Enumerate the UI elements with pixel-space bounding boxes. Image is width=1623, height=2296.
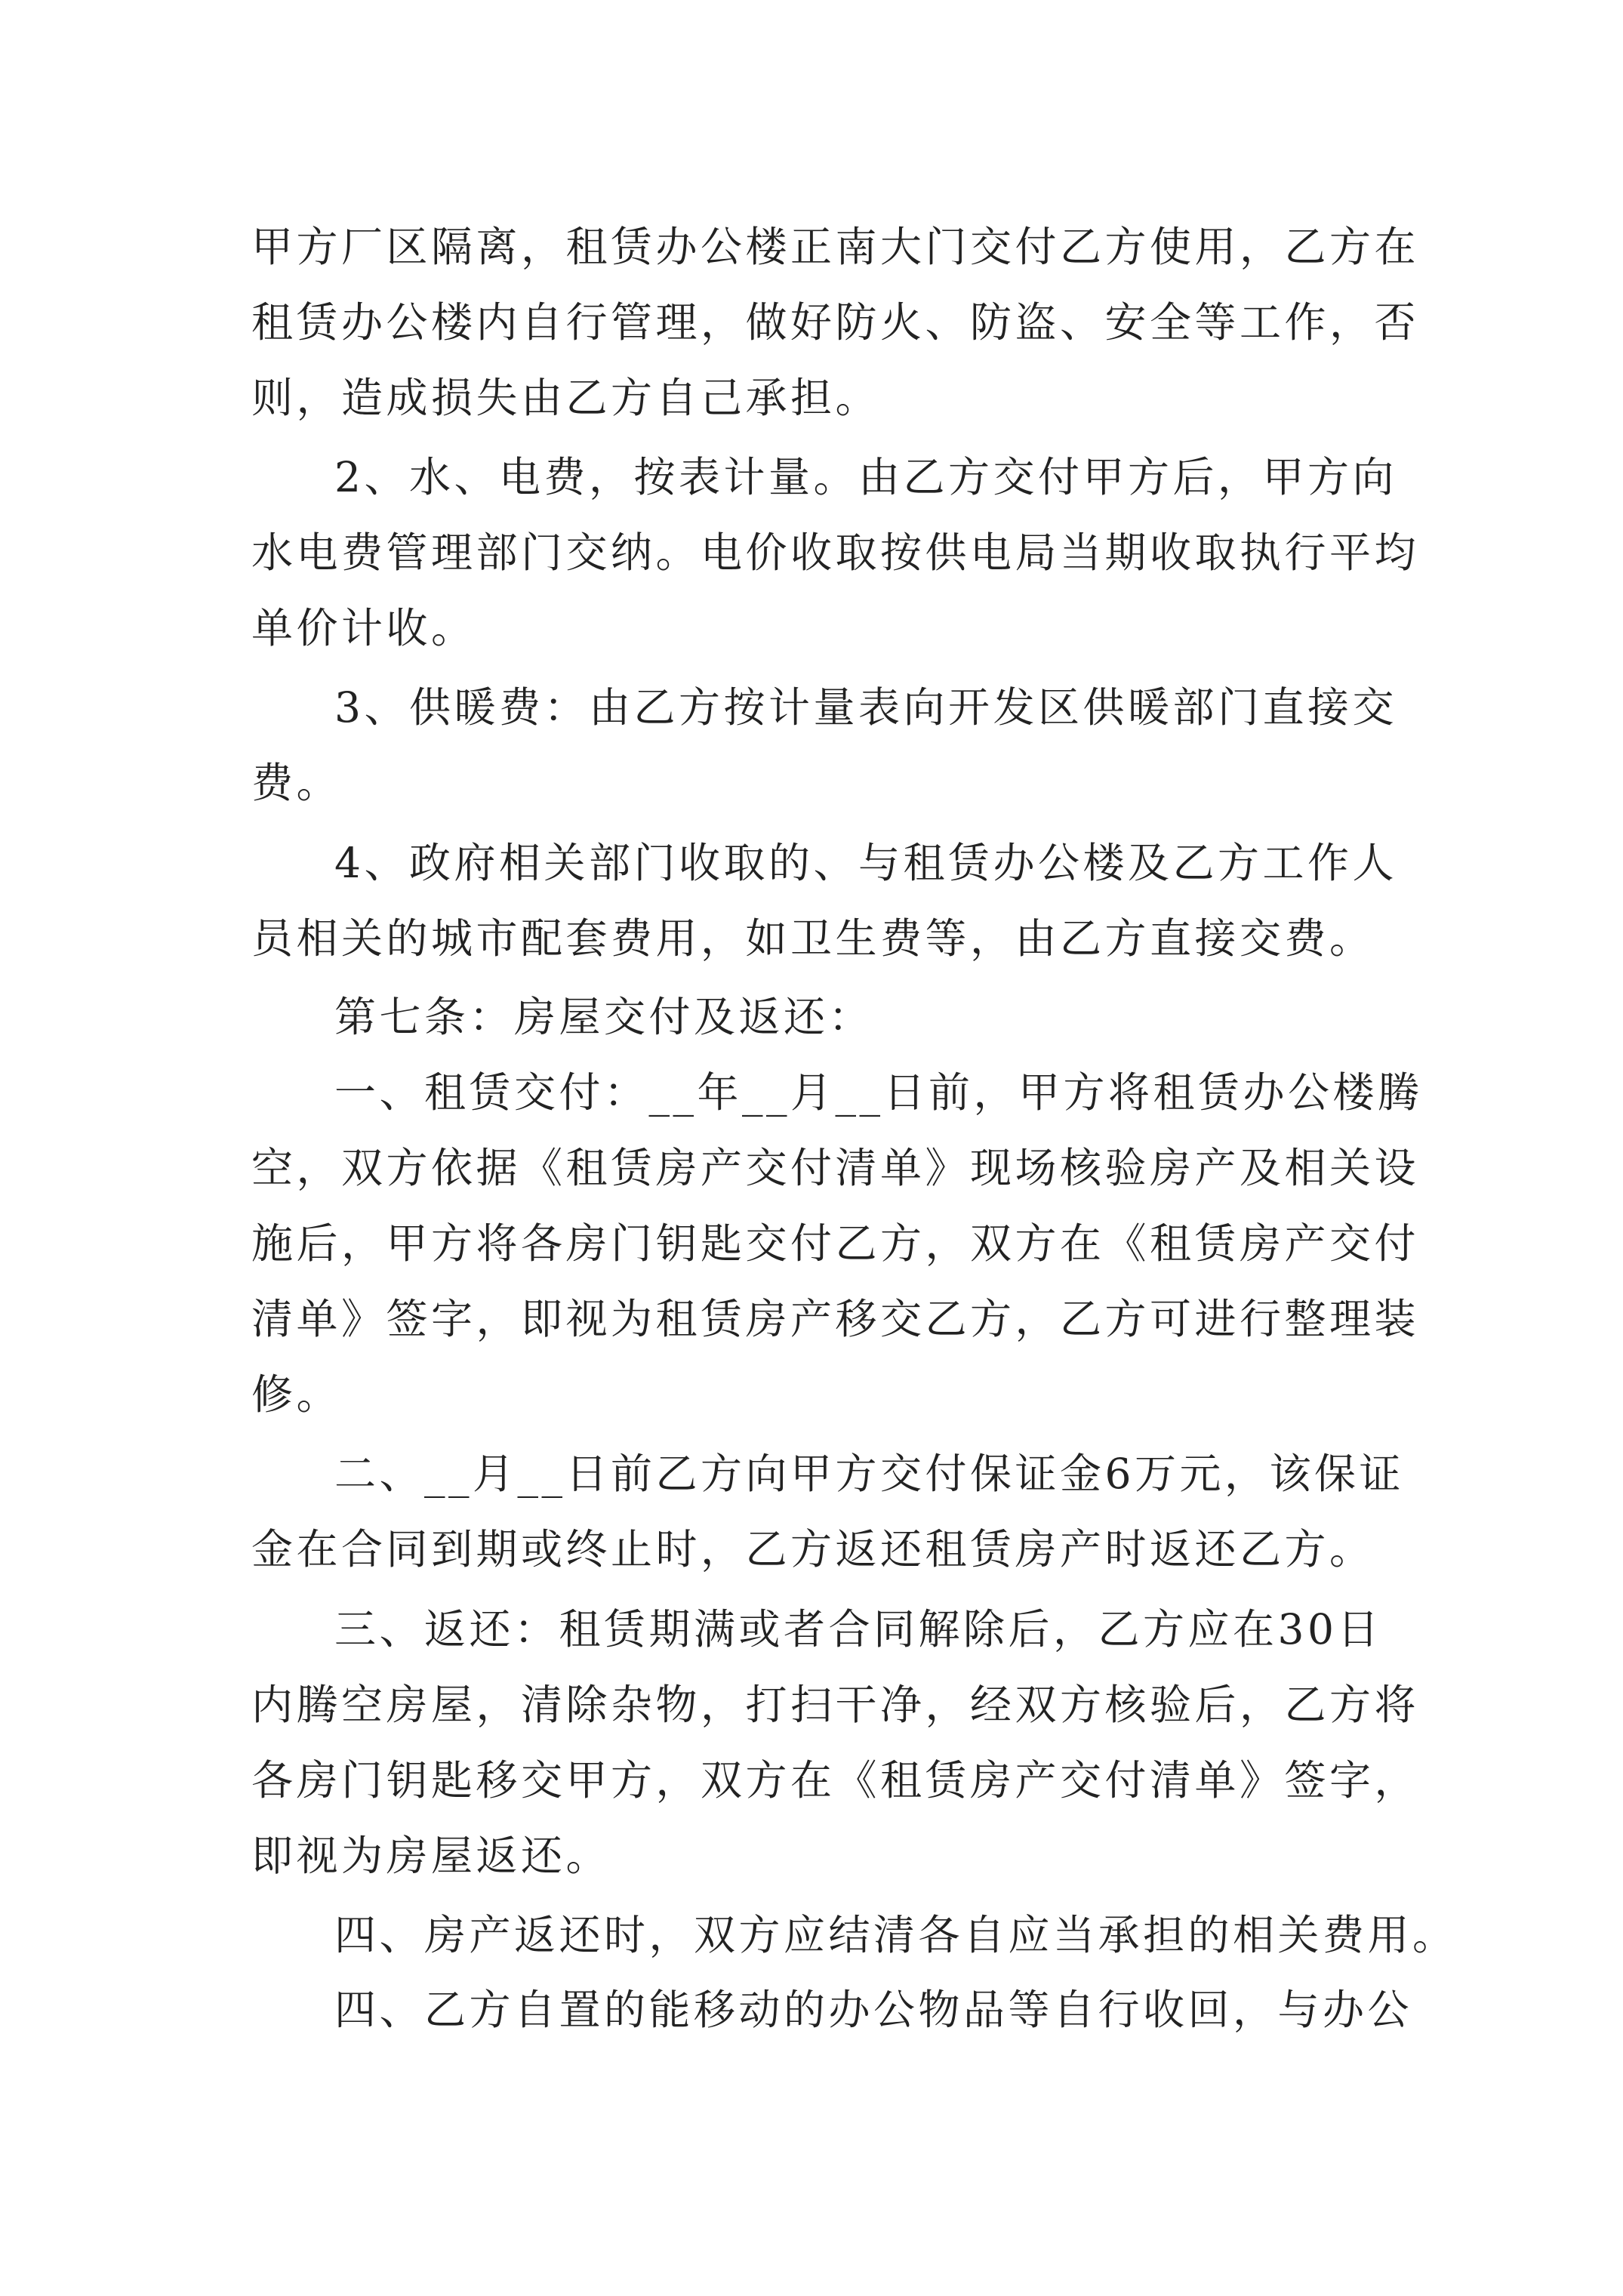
- text-line: 三、返还：租赁期满或者合同解除后，乙方应在30日: [334, 1605, 1382, 1653]
- text-line: 员相关的城市配套费用，如卫生费等，由乙方直接交费。: [251, 914, 1375, 963]
- text-line: 3、供暖费：由乙方按计量表向开发区供暖部门直接交: [334, 683, 1397, 732]
- text-line: 内腾空房屋，清除杂物，打扫干净，经双方核验后，乙方将: [251, 1681, 1420, 1729]
- text-line: 各房门钥匙移交甲方，双方在《租赁房产交付清单》签字，: [251, 1756, 1420, 1804]
- text-line: 费。: [251, 759, 342, 807]
- text-line: 二、__月__日前乙方向甲方交付保证金6万元，该保证: [334, 1450, 1404, 1498]
- text-line: 空，双方依据《租赁房产交付清单》现场核验房产及相关设: [251, 1144, 1420, 1192]
- text-line: 施后，甲方将各房门钥匙交付乙方，双方在《租赁房产交付: [251, 1219, 1420, 1268]
- section-heading: 第七条：房屋交付及返还：: [334, 993, 874, 1041]
- text-line: 单价计收。: [251, 604, 476, 652]
- text-line: 一、租赁交付：__年__月__日前，甲方将租赁办公楼腾: [334, 1068, 1423, 1117]
- text-line: 金在合同到期或终止时，乙方返还租赁房产时返还乙方。: [251, 1525, 1375, 1573]
- text-line: 租赁办公楼内自行管理，做好防火、防盗、安全等工作，否: [251, 298, 1420, 347]
- text-line: 则，造成损失由乙方自己承担。: [251, 374, 881, 422]
- text-line: 甲方厂区隔离，租赁办公楼正南大门交付乙方使用，乙方在: [251, 223, 1420, 271]
- text-line: 即视为房屋返还。: [251, 1832, 611, 1880]
- text-line: 修。: [251, 1370, 342, 1419]
- text-line: 水电费管理部门交纳。电价收取按供电局当期收取执行平均: [251, 529, 1420, 577]
- text-line: 4、政府相关部门收取的、与租赁办公楼及乙方工作人: [334, 839, 1397, 887]
- text-line: 四、乙方自置的能移动的办公物品等自行收回，与办公: [334, 1986, 1413, 2034]
- text-line: 清单》签字，即视为租赁房产移交乙方，乙方可进行整理装: [251, 1295, 1420, 1343]
- text-line: 2、水、电费，按表计量。由乙方交付甲方后，甲方向: [334, 453, 1397, 501]
- text-line: 四、房产返还时，双方应结清各自应当承担的相关费用。: [334, 1911, 1458, 1959]
